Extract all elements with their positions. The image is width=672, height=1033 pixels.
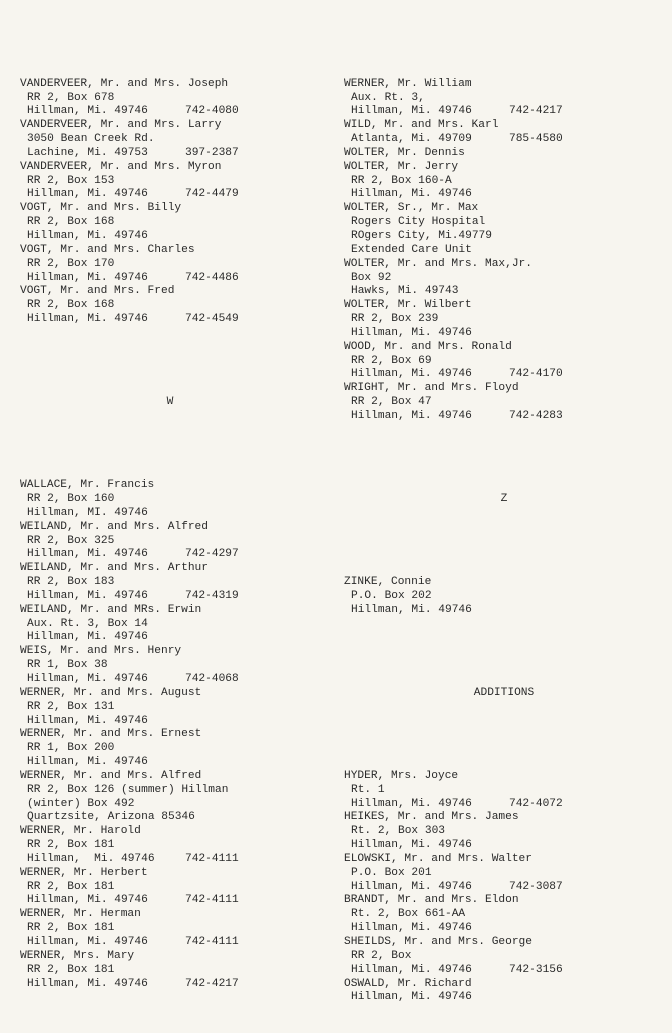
address-text: Hillman, Mi. 49746: [27, 548, 148, 561]
entry-phone: 742-4217: [509, 105, 563, 118]
address-text: Hillman, Mi. 49746: [27, 756, 148, 769]
directory-entry: [344, 853, 664, 895]
entries-w-right: [344, 78, 664, 424]
entry-phone: 742-4297: [185, 548, 239, 561]
address-text: Atlanta, Mi. 49709: [351, 133, 472, 146]
entry-phone: 397-2387: [185, 146, 239, 159]
address-text: Hillman, Mi. 49746: [351, 409, 472, 422]
entry-address-line: [344, 230, 664, 244]
address-text: P.O. Box 202: [351, 589, 432, 602]
address-text: RR 2, Box 678: [27, 91, 115, 104]
entry-address-line: [20, 92, 320, 106]
address-text: Rt. 1: [351, 783, 385, 796]
directory-entry: [20, 244, 320, 286]
address-text: Extended Care Unit: [351, 243, 472, 256]
address-text: RR 2, Box 239: [351, 313, 439, 326]
entry-address-line: [20, 798, 320, 812]
address-text: Hillman, Mi. 49746: [351, 188, 472, 201]
entry-address-line: [20, 853, 320, 867]
entry-address-line: [344, 825, 664, 839]
directory-entry: [344, 341, 664, 383]
entry-address-line: [344, 922, 664, 936]
directory-entry: [20, 285, 320, 327]
directory-entry: [20, 728, 320, 770]
entry-name: WOLTER, Mr. Wilbert: [344, 299, 472, 312]
entries-additions: [344, 770, 664, 1005]
address-text: RR 2, Box 47: [351, 396, 432, 409]
entry-address-line: [20, 535, 320, 549]
address-text: Hillman, Mi. 49746: [27, 631, 148, 644]
directory-entry: [20, 908, 320, 950]
address-text: RR 2, Box 181: [27, 839, 115, 852]
directory-entry: [344, 147, 664, 161]
entry-address-line: [344, 396, 664, 410]
address-text: RR 1, Box 200: [27, 742, 115, 755]
address-text: Hillman, Mi. 49746: [27, 229, 148, 242]
entry-address-line: [20, 894, 320, 908]
entry-phone: 742-3087: [509, 880, 563, 893]
address-text: (winter) Box 492: [27, 797, 135, 810]
entry-address-line: [20, 922, 320, 936]
entry-address-line: [344, 590, 664, 604]
entry-address-line: [344, 92, 664, 106]
entry-address-line: [20, 105, 320, 119]
address-text: RR 2, Box: [351, 949, 412, 962]
entry-phone: 742-4111: [185, 894, 239, 907]
directory-entry: [20, 78, 320, 120]
entry-address-line: [20, 631, 320, 645]
directory-entry: [344, 978, 664, 1006]
entry-address-line: [20, 493, 320, 507]
address-text: Hillman, Mi. 49746: [27, 672, 148, 685]
entry-address-line: [20, 299, 320, 313]
entries-z: [344, 576, 664, 618]
address-text: Hillman, Mi. 49746: [27, 936, 148, 948]
entry-address-line: [20, 313, 320, 327]
address-text: Hillman, Mi. 49746: [27, 894, 148, 907]
directory-entry: [344, 894, 664, 936]
address-text: Quartzsite, Arizona 85346: [27, 811, 195, 824]
entry-name: WERNER, Mr. and Mrs. Alfred: [20, 769, 202, 782]
entry-phone: 742-4217: [185, 977, 239, 990]
entry-address-line: [20, 548, 320, 562]
directory-entry: [20, 479, 320, 521]
entry-address-line: [344, 285, 664, 299]
address-text: RR 2, Box 69: [351, 354, 432, 367]
entry-name: WERNER, Mr. Harold: [20, 825, 141, 838]
section-heading-w: W: [166, 396, 174, 409]
entry-address-line: [20, 133, 320, 147]
address-text: Hillman, Mi. 49746: [27, 105, 148, 118]
entry-address-line: [344, 784, 664, 798]
entry-name: WALLACE, Mr. Francis: [20, 479, 155, 492]
address-text: Rt. 2, Box 303: [351, 825, 445, 838]
entry-name: WERNER, Mr. and Mrs. Ernest: [20, 728, 202, 741]
address-text: Hillman, Mi. 49746: [351, 839, 472, 852]
address-text: 3050 Bean Creek Rd.: [27, 133, 155, 146]
address-text: RR 2, Box 181: [27, 922, 115, 935]
entry-address-line: [20, 839, 320, 853]
address-text: Hillman, Mi. 49746: [27, 714, 148, 727]
entry-address-line: [20, 147, 320, 161]
entries-w-left: [20, 479, 320, 991]
entry-address-line: [344, 313, 664, 327]
entry-address-line: [20, 784, 320, 798]
entry-name: WOLTER, Mr. Dennis: [344, 146, 465, 159]
address-text: Hillman, Mi. 49746: [27, 188, 148, 201]
entry-name: WOLTER, Mr. Jerry: [344, 160, 459, 173]
directory-entry: [344, 770, 664, 812]
left-column: [20, 50, 320, 1019]
entry-address-line: [20, 964, 320, 978]
entry-name: WERNER, Mrs. Mary: [20, 949, 135, 962]
address-text: Hillman, Mi. 49746: [351, 603, 472, 616]
directory-entry: [20, 770, 320, 825]
entry-phone: 742-4479: [185, 188, 239, 201]
entry-name: WERNER, Mr. Herbert: [20, 866, 148, 879]
section-heading-z: Z: [500, 493, 508, 505]
address-text: RR 2, Box 160: [27, 493, 115, 505]
address-text: Hillman, Mi. 49746: [27, 313, 148, 326]
entry-address-line: [20, 701, 320, 715]
address-text: Hillman, Mi. 49746: [351, 797, 472, 810]
directory-entry: [20, 825, 320, 867]
directory-entry: [20, 867, 320, 909]
address-text: RR 2, Box 325: [27, 534, 115, 547]
address-text: Hillman, Mi. 49746: [351, 368, 472, 381]
directory-entry: [344, 258, 664, 300]
entry-address-line: [344, 244, 664, 258]
directory-entry: [344, 811, 664, 853]
entry-phone: 742-4111: [185, 852, 239, 865]
right-column: [344, 50, 664, 1033]
entry-name: WEIS, Mr. and Mrs. Henry: [20, 645, 182, 658]
entry-address-line: [20, 659, 320, 673]
entry-name: WEILAND, Mr. and MRs. Erwin: [20, 603, 202, 616]
address-text: Hillman, Mi. 49746: [351, 922, 472, 935]
entry-address-line: [344, 188, 664, 202]
entry-address-line: [20, 258, 320, 272]
entry-address-line: [344, 105, 664, 119]
entry-address-line: [20, 715, 320, 729]
entry-name: HYDER, Mrs. Joyce: [344, 769, 459, 782]
address-text: Rt. 2, Box 661-AA: [351, 908, 466, 921]
entry-address-line: [20, 507, 320, 521]
entry-address-line: [20, 742, 320, 756]
entry-name: WERNER, Mr. William: [344, 77, 472, 90]
entry-phone: 742-4080: [185, 105, 239, 118]
address-text: Lachine, Mi. 49753: [27, 146, 148, 159]
entry-address-line: [20, 618, 320, 632]
entry-name: VANDERVEER, Mr. and Mrs. Larry: [20, 119, 222, 132]
address-text: RR 1, Box 38: [27, 659, 108, 672]
directory-entry: [344, 936, 664, 978]
entry-address-line: [344, 410, 664, 424]
entry-address-line: [344, 327, 664, 341]
entry-address-line: [20, 978, 320, 992]
entry-phone: 742-4072: [509, 797, 563, 810]
entry-address-line: [20, 272, 320, 286]
address-text: Hillman, MI. 49746: [27, 506, 148, 519]
directory-entry: [20, 521, 320, 563]
entry-name: SHEILDS, Mr. and Mrs. George: [344, 936, 532, 948]
entry-phone: 742-4170: [509, 368, 563, 381]
entry-address-line: [344, 908, 664, 922]
address-text: Hillman, Mi. 49746: [27, 977, 148, 990]
entry-address-line: [20, 756, 320, 770]
directory-entry: [20, 687, 320, 729]
entry-name: HEIKES, Mr. and Mrs. James: [344, 811, 519, 824]
address-text: Box 92: [351, 271, 392, 284]
entry-address-line: [344, 881, 664, 895]
entry-address-line: [344, 867, 664, 881]
entry-name: VANDERVEER, Mr. and Mrs. Joseph: [20, 77, 229, 90]
entry-address-line: [20, 811, 320, 825]
address-text: Hillman, Mi. 49746: [27, 852, 155, 865]
address-text: RR 2, Box 131: [27, 700, 115, 713]
entry-phone: 742-3156: [509, 963, 563, 976]
entry-name: ELOWSKI, Mr. and Mrs. Walter: [344, 852, 532, 865]
entry-address-line: [344, 133, 664, 147]
entry-name: WERNER, Mr. and Mrs. August: [20, 686, 202, 699]
directory-entry: [344, 576, 664, 618]
address-text: RR 2, Box 183: [27, 576, 115, 589]
address-text: Hillman, Mi. 49746: [351, 880, 472, 893]
address-text: RR 2, Box 168: [27, 299, 115, 312]
entry-address-line: [20, 175, 320, 189]
entry-address-line: [20, 590, 320, 604]
entry-address-line: [20, 188, 320, 202]
address-text: RR 2, Box 170: [27, 257, 115, 270]
directory-entry: [20, 562, 320, 604]
entry-phone: 785-4580: [509, 133, 563, 146]
entry-address-line: [344, 175, 664, 189]
entry-name: VANDERVEER, Mr. and Mrs. Myron: [20, 160, 222, 173]
address-text: Hillman, Mi. 49746: [351, 105, 472, 118]
directory-entry: [344, 202, 664, 257]
directory-entry: [20, 119, 320, 161]
entry-address-line: [20, 881, 320, 895]
address-text: RR 2, Box 181: [27, 880, 115, 893]
entry-phone: 742-4486: [185, 271, 239, 284]
entry-name: WRIGHT, Mr. and Mrs. Floyd: [344, 382, 519, 395]
entry-address-line: [20, 936, 320, 950]
address-text: Hillman, Mi. 49746: [27, 271, 148, 284]
directory-entry: [20, 950, 320, 992]
entry-name: ZINKE, Connie: [344, 576, 432, 589]
address-text: Hillman, Mi. 49746: [351, 326, 472, 339]
entries-v: [20, 78, 320, 327]
directory-entry: [344, 161, 664, 203]
address-text: RR 2, Box 181: [27, 963, 115, 976]
entry-phone: 742-4319: [185, 589, 239, 602]
entry-name: WEILAND, Mr. and Mrs. Alfred: [20, 520, 208, 533]
address-text: Hillman, Mi. 49746: [351, 991, 472, 1004]
entry-address-line: [20, 673, 320, 687]
entry-name: OSWALD, Mr. Richard: [344, 977, 472, 990]
address-text: ROgers City, Mi.49779: [351, 229, 492, 242]
entry-phone: 742-4111: [185, 936, 239, 948]
entry-address-line: [344, 368, 664, 382]
entry-name: WOLTER, Mr. and Mrs. Max,Jr.: [344, 257, 532, 270]
entry-phone: 742-4283: [509, 409, 563, 422]
entry-phone: 742-4068: [185, 672, 239, 685]
entry-address-line: [344, 839, 664, 853]
entry-address-line: [344, 272, 664, 286]
address-text: P.O. Box 201: [351, 866, 432, 879]
address-text: Hillman, Mi. 49746: [27, 589, 148, 602]
entry-name: VOGT, Mr. and Mrs. Fred: [20, 285, 175, 298]
entry-address-line: [344, 355, 664, 369]
address-text: RR 2, Box 160-A: [351, 174, 452, 187]
entry-name: VOGT, Mr. and Mrs. Billy: [20, 202, 182, 215]
entry-name: WOLTER, Sr., Mr. Max: [344, 202, 479, 215]
address-text: RR 2, Box 153: [27, 174, 115, 187]
entry-address-line: [344, 964, 664, 978]
directory-entry: [20, 161, 320, 203]
entry-name: WEILAND, Mr. and Mrs. Arthur: [20, 562, 208, 575]
entry-phone: 742-4549: [185, 313, 239, 326]
directory-entry: [344, 299, 664, 341]
entry-name: WERNER, Mr. Herman: [20, 908, 141, 921]
address-text: Aux. Rt. 3, Box 14: [27, 617, 148, 630]
entry-name: BRANDT, Mr. and Mrs. Eldon: [344, 894, 519, 907]
address-text: RR 2, Box 126 (summer) Hillman: [27, 783, 229, 796]
address-text: Hillman, Mi. 49746: [351, 963, 472, 976]
entry-address-line: [20, 216, 320, 230]
entry-address-line: [344, 604, 664, 618]
entry-address-line: [20, 576, 320, 590]
directory-entry: [344, 119, 664, 147]
directory-entry: [20, 604, 320, 646]
entry-name: WOOD, Mr. and Mrs. Ronald: [344, 340, 512, 353]
entry-name: VOGT, Mr. and Mrs. Charles: [20, 243, 195, 256]
entry-address-line: [344, 991, 664, 1005]
address-text: Hawks, Mi. 49743: [351, 285, 459, 298]
address-text: Aux. Rt. 3,: [351, 91, 425, 104]
section-heading-additions: ADDITIONS: [473, 686, 535, 699]
address-text: Rogers City Hospital: [351, 216, 486, 229]
entry-address-line: [344, 950, 664, 964]
entry-name: WILD, Mr. and Mrs. Karl: [344, 119, 499, 132]
directory-entry: [344, 382, 664, 424]
entry-address-line: [344, 798, 664, 812]
address-text: RR 2, Box 168: [27, 216, 115, 229]
directory-entry: [20, 645, 320, 687]
directory-entry: [20, 202, 320, 244]
entry-address-line: [20, 230, 320, 244]
directory-entry: [344, 78, 664, 120]
entry-address-line: [344, 216, 664, 230]
